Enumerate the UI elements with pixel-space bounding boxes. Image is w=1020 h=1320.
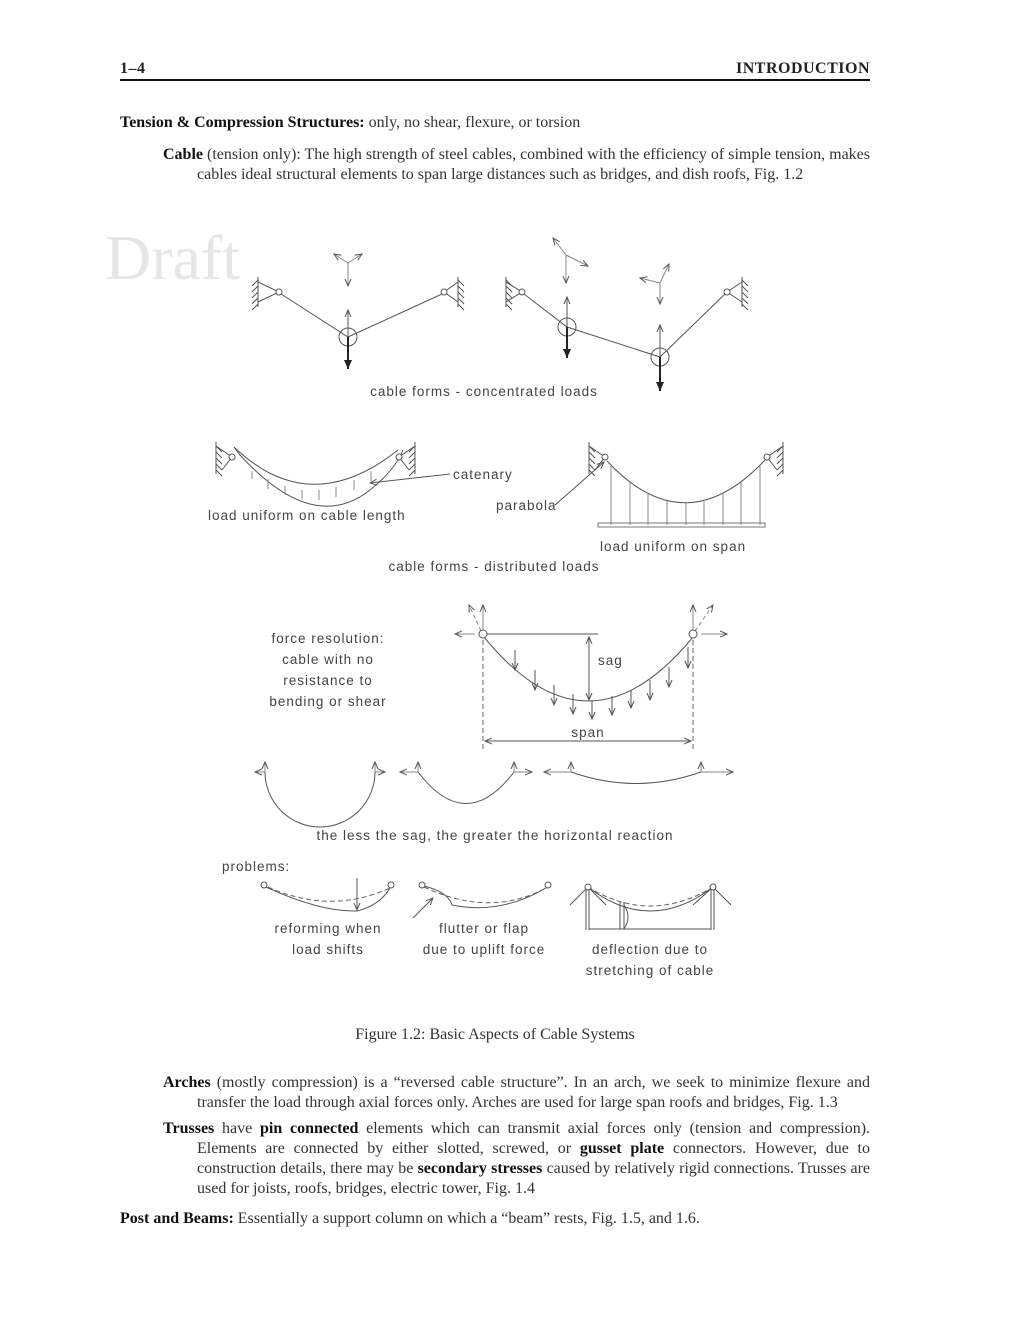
label-sag-reaction: the less the sag, the greater the horizontal reaction bbox=[316, 828, 674, 843]
trusses-text: connectors. However, due to construction details, there may be bbox=[197, 1140, 871, 1177]
problem3-line: stretching of cable bbox=[585, 963, 715, 978]
cable-lead: Cable bbox=[163, 146, 203, 163]
problem1-line: reforming when bbox=[274, 921, 382, 936]
page-number: 1–4 bbox=[120, 60, 146, 77]
label-uniform-span: load uniform on span bbox=[600, 539, 747, 554]
arches-paragraph bbox=[163, 1073, 870, 1113]
force-resolution-line: cable with no bbox=[282, 652, 374, 667]
problem-flutter bbox=[413, 882, 551, 918]
problem3-line: deflection due to bbox=[591, 942, 709, 957]
force-resolution-line: bending or shear bbox=[269, 694, 387, 709]
problem2-line: flutter or flap bbox=[438, 921, 530, 936]
label-uniform-cable-length: load uniform on cable length bbox=[208, 508, 406, 523]
arches-text: (mostly compression) is a “reversed cable structure”. In an arch, we seek to minimize flexure and transfer the load through axial forces only. Arches are used for large span roofs and bridges, Fig. 1.3 bbox=[197, 1074, 870, 1111]
body-text-flow bbox=[120, 1073, 870, 1229]
parabola-diagram bbox=[555, 442, 783, 527]
label-span: span bbox=[571, 725, 605, 740]
force-resolution-line: resistance to bbox=[283, 673, 373, 688]
label-distributed-loads: cable forms - distributed loads bbox=[388, 559, 600, 574]
cable-text: (tension only): The high strength of steel cables, combined with the efficiency of simple tension, makes cables ideal structural elements to span large distances such as bridges, and dish roofs, Fig. 1.2 bbox=[197, 146, 870, 183]
chapter-title: INTRODUCTION bbox=[735, 60, 870, 77]
trusses-text: have bbox=[214, 1120, 260, 1137]
trusses-lead: Trusses bbox=[163, 1120, 215, 1137]
label-problems: problems: bbox=[222, 859, 291, 874]
label-catenary: catenary bbox=[453, 467, 513, 482]
problem1-line: load shifts bbox=[292, 942, 364, 957]
figure-caption: Figure 1.2: Basic Aspects of Cable Systems bbox=[355, 1026, 635, 1043]
label-parabola: parabola bbox=[496, 498, 557, 513]
force-resolution-line: force resolution: bbox=[271, 631, 385, 646]
trusses-text: caused by relatively rigid connections. Trusses are used for joists, roofs, bridges, electric tower, Fig. 1.4 bbox=[197, 1160, 871, 1197]
heading-text: only, no shear, flexure, or torsion bbox=[364, 114, 581, 131]
cable-two-loads bbox=[506, 238, 748, 391]
trusses-paragraph bbox=[163, 1119, 870, 1199]
problem-deflection bbox=[570, 884, 731, 930]
term-secondary-stresses: secondary stresses bbox=[417, 1160, 543, 1177]
heading-lead: Tension & Compression Structures: bbox=[120, 114, 365, 131]
post-beams-text: Essentially a support column on which a “beam” rests, Fig. 1.5, and 1.6. bbox=[233, 1210, 700, 1227]
post-beams-lead: Post and Beams: bbox=[120, 1210, 234, 1227]
post-beams-paragraph bbox=[120, 1209, 870, 1229]
arches-lead: Arches bbox=[163, 1074, 211, 1091]
catenary-diagram bbox=[216, 442, 450, 506]
cable-single-load bbox=[252, 254, 464, 369]
problem2-line: due to uplift force bbox=[422, 942, 546, 957]
term-gusset-plate: gusset plate bbox=[579, 1140, 665, 1157]
label-concentrated-loads: cable forms - concentrated loads bbox=[370, 384, 598, 399]
label-sag: sag bbox=[598, 653, 623, 668]
problem-reforming bbox=[261, 878, 394, 911]
trusses-text: elements which can transmit axial forces only (tension and compression). Elements are connected by either slotted, screwed, or bbox=[197, 1120, 871, 1157]
draft-watermark: Draft bbox=[105, 222, 241, 293]
sag-comparison bbox=[255, 762, 733, 827]
term-pin-connected: pin connected bbox=[259, 1120, 359, 1137]
